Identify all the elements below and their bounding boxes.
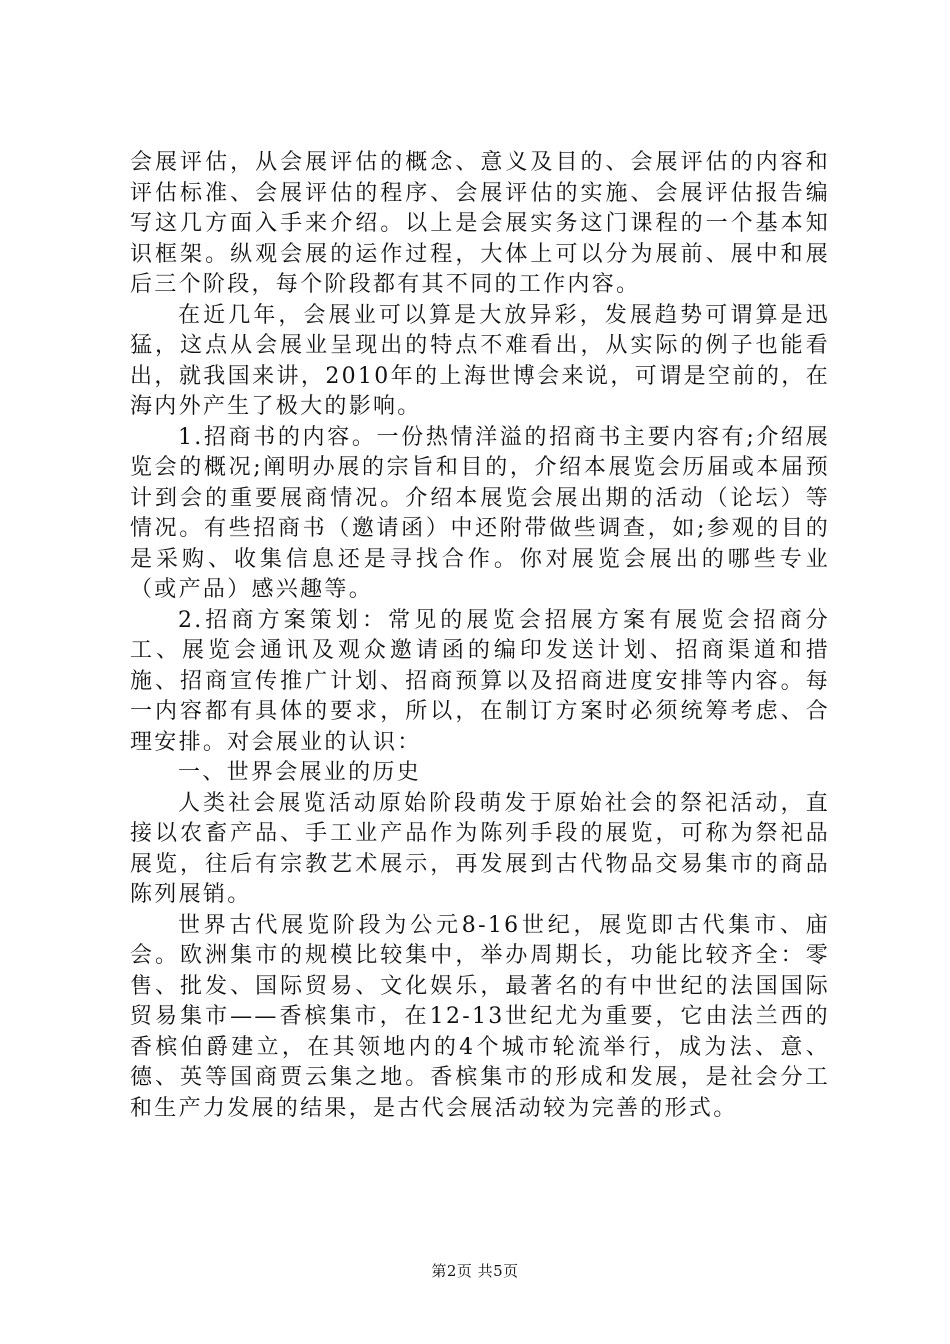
document-body xyxy=(130,148,830,1124)
paragraph: 世界古代展览阶段为公元8-16世纪，展览即古代集市、庙会。欧洲集市的规模比较集中，举办周期长，功能比较齐全：零售、批发、国际贸易、文化娱乐，最著名的有中世纪的法国国际贸易集市——香槟集市，在12-13世纪尤为重要，它由法兰西的香槟伯爵建立，在其领地内的4个城市轮流举行，成为法、意、德、英等国商贾云集之地。香槟集市的形成和发展，是社会分工和生产力发展的结果，是古代会展活动较为完善的形式。 xyxy=(130,912,830,1121)
paragraph: 2.招商方案策划：常见的展览会招展方案有展览会招商分工、展览会通讯及观众邀请函的编印发送计划、招商渠道和措施、招商宣传推广计划、招商预算以及招商进度安排等内容。每一内容都有具体的要求，所以，在制订方案时必须统筹考虑、合理安排。对会展业的认识： xyxy=(130,607,830,755)
paragraph: 人类社会展览活动原始阶段萌发于原始社会的祭祀活动，直接以农畜产品、手工业产品作为陈列手段的展览，可称为祭祀品展览，往后有宗教艺术展示，再发展到古代物品交易集市的商品陈列展销。 xyxy=(130,790,830,907)
paragraph: 1.招商书的内容。一份热情洋溢的招商书主要内容有;介绍展览会的概况;阐明办展的宗旨和目的，介绍本展览会历届或本届预计到会的重要展商情况。介绍本展览会展出期的活动（论坛）等情况。有些招商书（邀请函）中还附带做些调查，如;参观的目的是采购、收集信息还是寻找合作。你对展览会展出的哪些专业（或产品）感兴趣等。 xyxy=(130,424,830,602)
paragraph: 会展评估，从会展评估的概念、意义及目的、会展评估的内容和评估标准、会展评估的程序、会展评估的实施、会展评估报告编写这几方面入手来介绍。以上是会展实务这门课程的一个基本知识框架。纵观会展的运作过程，大体上可以分为展前、展中和展后三个阶段，每个阶段都有其不同的工作内容。 xyxy=(130,150,830,297)
page-number: 第2页 共5页 xyxy=(431,1262,519,1280)
section-heading: 一、世界会展业的历史 xyxy=(178,760,422,785)
paragraph: 在近几年，会展业可以算是大放异彩，发展趋势可谓算是迅猛，这点从会展业呈现出的特点不难看出，从实际的例子也能看出，就我国来讲，2010年的上海世博会来说，可谓是空前的，在海内外产生了极大的影响。 xyxy=(130,302,830,419)
page-footer xyxy=(0,1260,950,1281)
